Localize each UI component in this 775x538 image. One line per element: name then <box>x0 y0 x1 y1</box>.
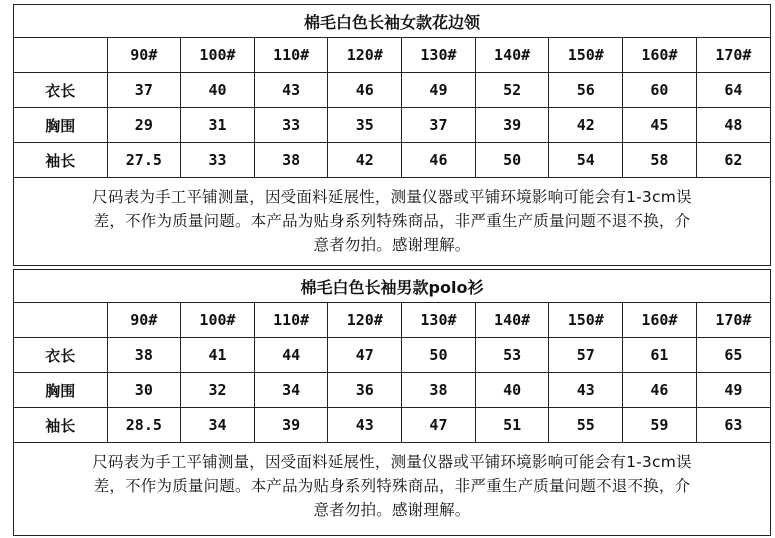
table-cell: 59 <box>623 408 697 443</box>
table-cell: 37 <box>402 108 476 143</box>
table-cell: 39 <box>254 408 328 443</box>
table-cell: 63 <box>696 408 770 443</box>
table-cell: 37 <box>107 73 181 108</box>
row-label: 袖长 <box>14 408 107 443</box>
table-cell: 35 <box>328 108 402 143</box>
table-cell: 52 <box>475 73 549 108</box>
table-cell: 50 <box>402 338 476 373</box>
size-header: 160# <box>623 303 697 338</box>
note-line: 意者勿拍。感谢理解。 <box>313 501 471 519</box>
size-header: 110# <box>254 38 328 73</box>
size-header: 140# <box>475 303 549 338</box>
row-label: 胸围 <box>14 373 107 408</box>
table-cell: 34 <box>254 373 328 408</box>
table-row <box>14 338 770 373</box>
table-cell: 56 <box>549 73 623 108</box>
table-cell: 49 <box>402 73 476 108</box>
table-cell: 62 <box>696 143 770 178</box>
note-line: 尺码表为手工平铺测量，因受面料延展性，测量仪器或平铺环境影响可能会有1-3cm误 <box>92 188 692 206</box>
table-cell: 43 <box>254 73 328 108</box>
table-cell: 38 <box>402 373 476 408</box>
size-header: 90# <box>107 38 181 73</box>
size-chart-women <box>13 4 771 266</box>
table-cell: 38 <box>107 338 181 373</box>
size-header: 130# <box>402 38 476 73</box>
size-header: 170# <box>696 303 770 338</box>
size-header: 120# <box>328 38 402 73</box>
table-cell: 47 <box>402 408 476 443</box>
table-cell: 32 <box>181 373 255 408</box>
table-cell: 60 <box>623 73 697 108</box>
size-header: 110# <box>254 303 328 338</box>
table-row <box>14 373 770 408</box>
table-cell: 45 <box>623 108 697 143</box>
note-line: 意者勿拍。感谢理解。 <box>313 236 471 254</box>
size-header: 150# <box>549 303 623 338</box>
table-cell: 61 <box>623 338 697 373</box>
table-row <box>14 73 770 108</box>
row-label: 衣长 <box>14 338 107 373</box>
size-table <box>14 38 770 178</box>
table-cell: 49 <box>696 373 770 408</box>
table-cell: 40 <box>181 73 255 108</box>
table-cell: 65 <box>696 338 770 373</box>
size-table <box>14 303 770 443</box>
chart-title: 棉毛白色长袖男款polo衫 <box>14 270 770 303</box>
table-cell: 40 <box>475 373 549 408</box>
chart-title: 棉毛白色长袖女款花边领 <box>14 5 770 38</box>
table-row <box>14 143 770 178</box>
size-header: 90# <box>107 303 181 338</box>
table-cell: 54 <box>549 143 623 178</box>
row-label: 袖长 <box>14 143 107 178</box>
table-cell: 48 <box>696 108 770 143</box>
table-cell: 33 <box>181 143 255 178</box>
table-cell: 55 <box>549 408 623 443</box>
size-header: 170# <box>696 38 770 73</box>
table-cell: 58 <box>623 143 697 178</box>
table-cell: 41 <box>181 338 255 373</box>
table-cell: 30 <box>107 373 181 408</box>
table-cell: 42 <box>328 143 402 178</box>
size-header: 120# <box>328 303 402 338</box>
note-line: 尺码表为手工平铺测量，因受面料延展性，测量仪器或平铺环境影响可能会有1-3cm误 <box>92 453 692 471</box>
table-cell: 57 <box>549 338 623 373</box>
row-label: 衣长 <box>14 73 107 108</box>
size-header: 100# <box>181 303 255 338</box>
table-row <box>14 408 770 443</box>
table-cell: 46 <box>402 143 476 178</box>
table-cell: 39 <box>475 108 549 143</box>
size-header: 140# <box>475 38 549 73</box>
table-cell: 50 <box>475 143 549 178</box>
table-cell: 53 <box>475 338 549 373</box>
row-label: 胸围 <box>14 108 107 143</box>
corner-cell <box>14 38 107 73</box>
table-row <box>14 108 770 143</box>
note-line: 差，不作为质量问题。本产品为贴身系列特殊商品，非严重生产质量问题不退不换，介 <box>93 477 691 495</box>
size-header: 160# <box>623 38 697 73</box>
size-header: 150# <box>549 38 623 73</box>
size-header-row <box>14 38 770 73</box>
table-cell: 47 <box>328 338 402 373</box>
table-cell: 38 <box>254 143 328 178</box>
measurement-note <box>14 443 770 522</box>
table-cell: 33 <box>254 108 328 143</box>
table-cell: 28.5 <box>107 408 181 443</box>
size-chart-men <box>13 269 771 536</box>
table-cell: 64 <box>696 73 770 108</box>
table-cell: 27.5 <box>107 143 181 178</box>
table-cell: 42 <box>549 108 623 143</box>
note-line: 差，不作为质量问题。本产品为贴身系列特殊商品，非严重生产质量问题不退不换，介 <box>93 212 691 230</box>
table-cell: 46 <box>623 373 697 408</box>
table-cell: 46 <box>328 73 402 108</box>
table-cell: 43 <box>328 408 402 443</box>
table-cell: 43 <box>549 373 623 408</box>
table-cell: 44 <box>254 338 328 373</box>
table-cell: 36 <box>328 373 402 408</box>
table-cell: 34 <box>181 408 255 443</box>
measurement-note <box>14 178 770 257</box>
table-cell: 31 <box>181 108 255 143</box>
size-header: 130# <box>402 303 476 338</box>
table-cell: 51 <box>475 408 549 443</box>
corner-cell <box>14 303 107 338</box>
size-header-row <box>14 303 770 338</box>
size-header: 100# <box>181 38 255 73</box>
table-cell: 29 <box>107 108 181 143</box>
